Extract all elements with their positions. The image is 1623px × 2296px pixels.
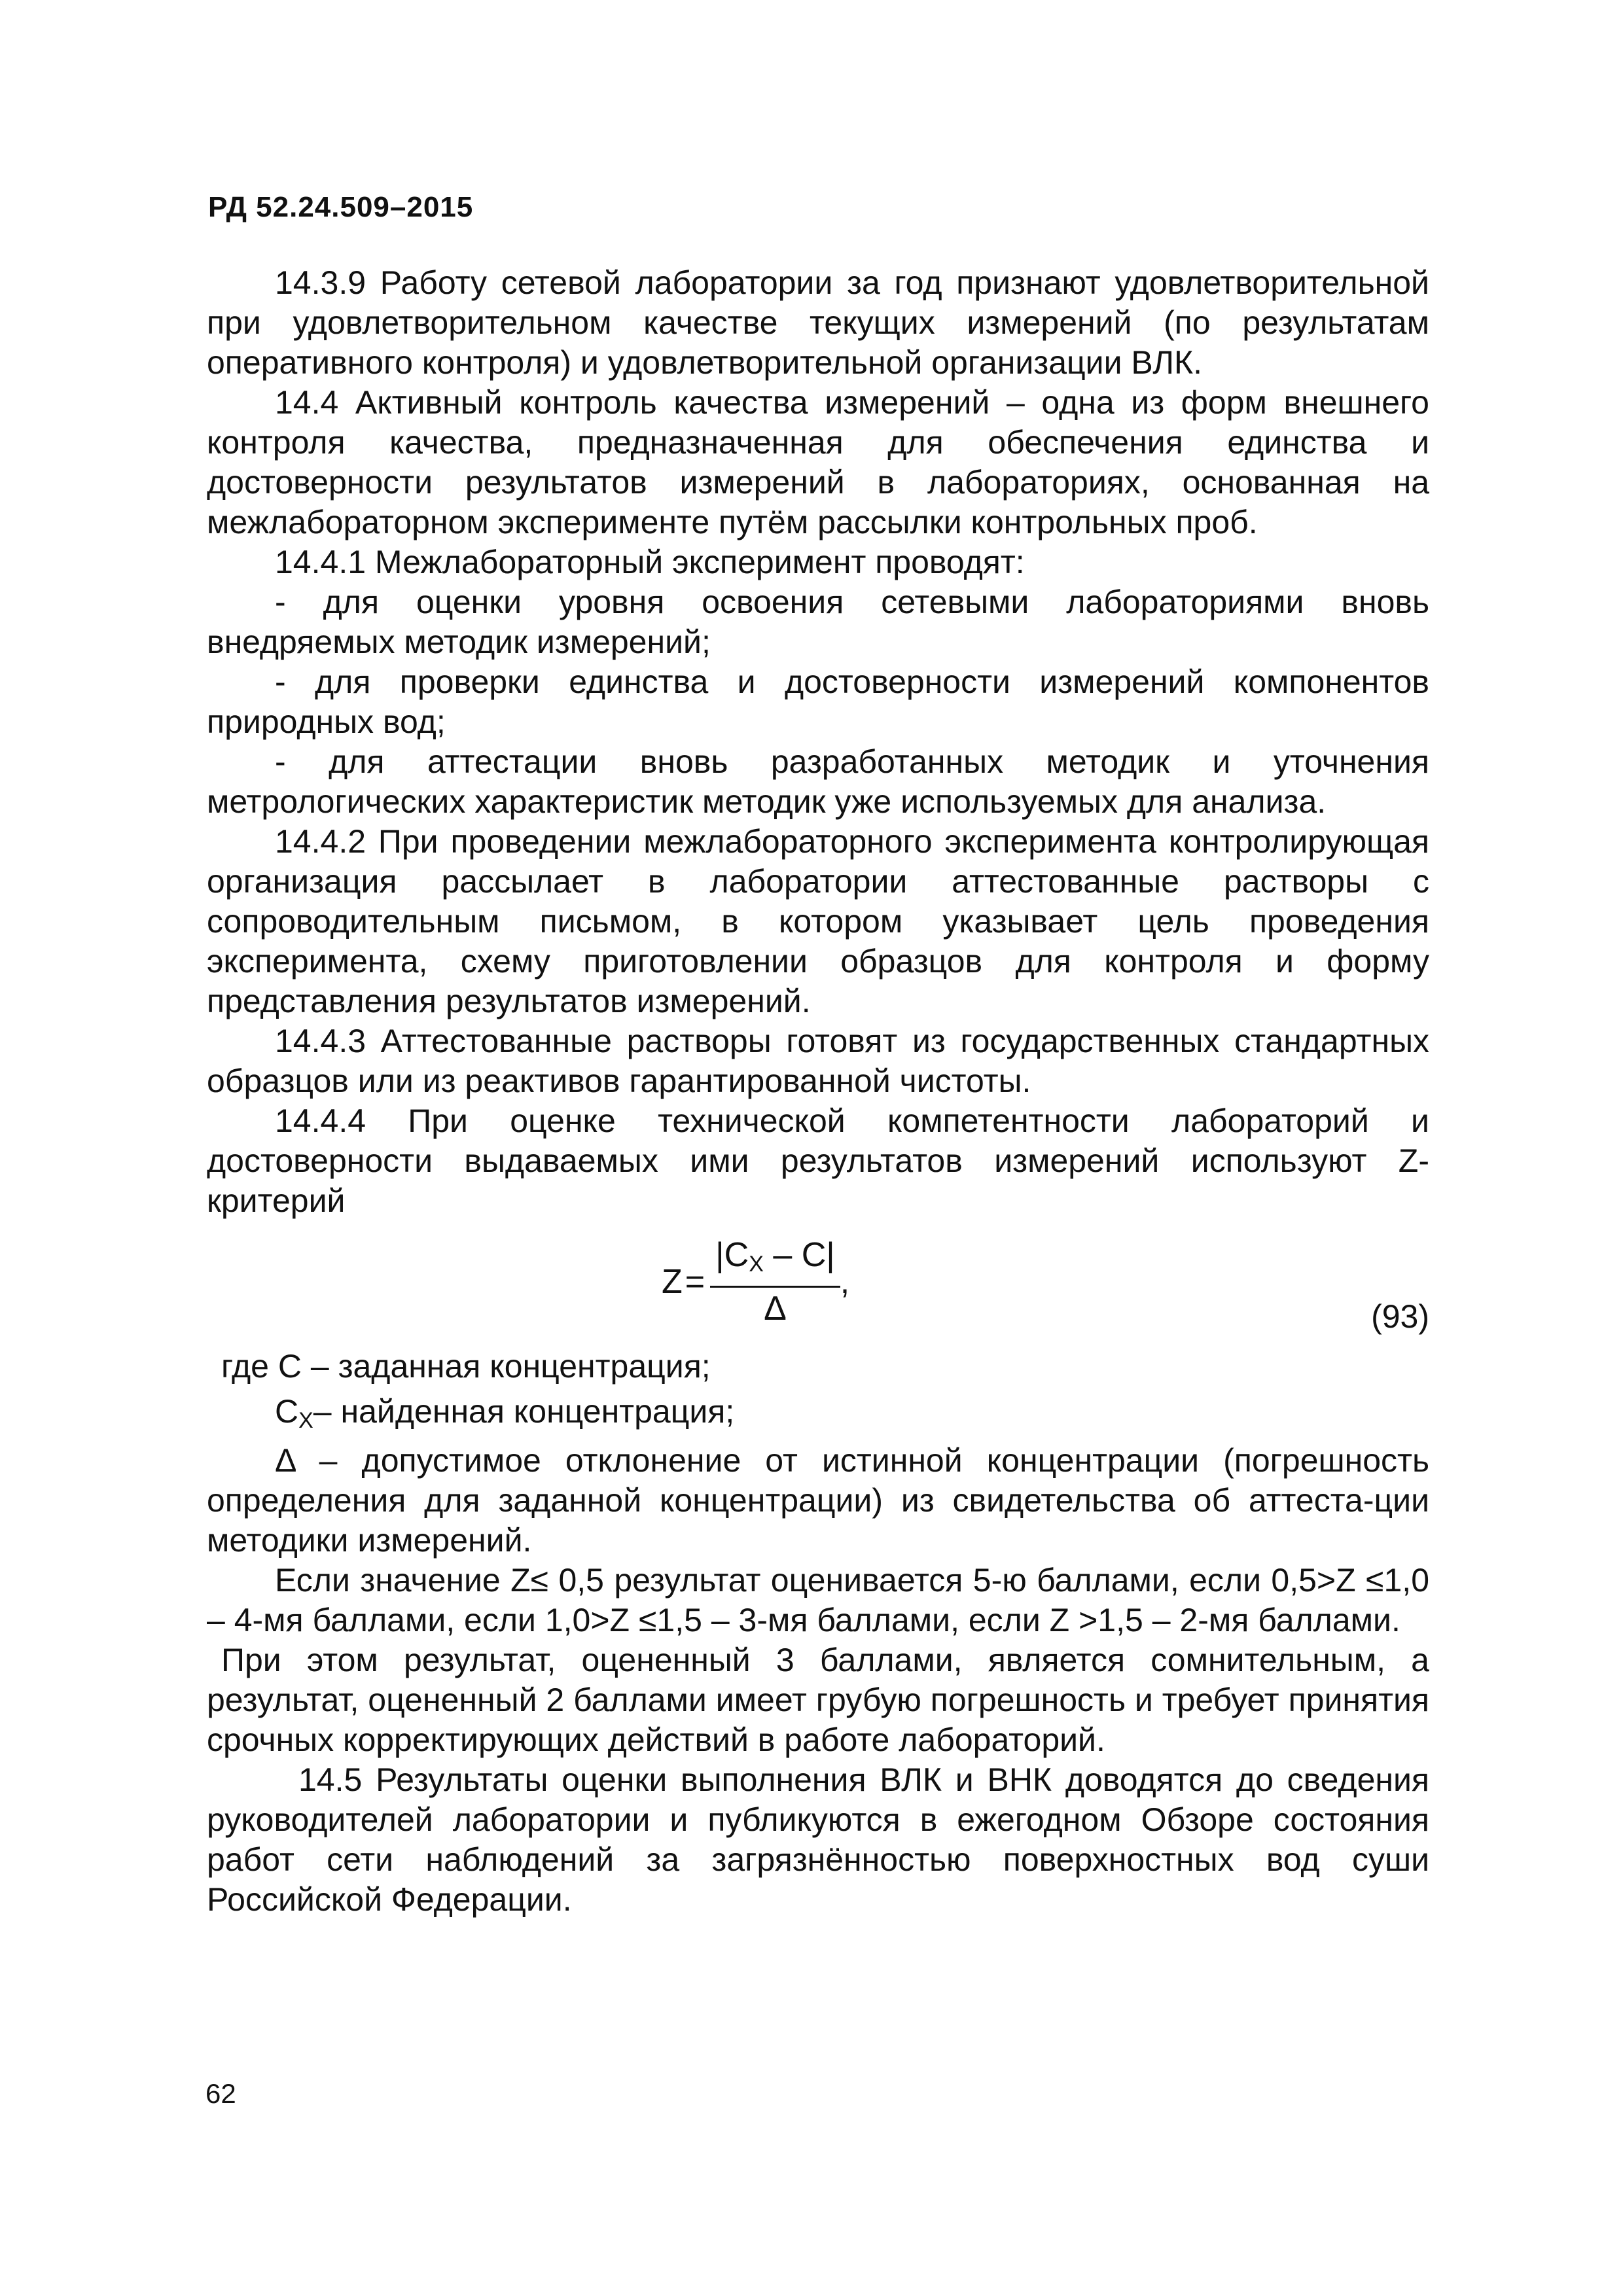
paragraph-14-4-1: 14.4.1 Межлабораторный эксперимент проводят: <box>275 544 1025 580</box>
list-item-1: - для оценки уровня освоения сетевыми лабораториями вновь внедряемых методик измерений; <box>207 584 1429 660</box>
formula-equals: = <box>685 1263 705 1301</box>
formula-93 <box>207 1231 1429 1347</box>
formula-lhs: Z <box>662 1263 683 1301</box>
scoring-interpretation: При этом результат, оцененный 3 баллами, является сомнительным, а результат, оцененный 2 баллами имеет грубую погрешность и требует принятия срочных корректирующих действий в работе лабораторий. <box>207 1642 1429 1758</box>
paragraph-14-4-3: 14.4.3 Аттестованные растворы готовят из государственных стандартных образцов или из реактивов гарантированной чистоты. <box>207 1023 1429 1099</box>
where-c: где С – заданная концентрация; <box>221 1348 711 1385</box>
paragraph-14-4: 14.4 Активный контроль качества измерений – одна из форм внешнего контроля качества, предназначенная для обеспечения единства и достоверности результатов измерений в лабораториях, основанная на межлабораторном эксперименте путём рассылки контрольных проб. <box>207 384 1429 540</box>
paragraph-14-3-9: 14.3.9 Работу сетевой лаборатории за год признают удовлетворительной при удовлетворительном качестве текущих измерений (по результатам оперативного контроля) и удовлетворительной организации ВЛК. <box>207 264 1429 381</box>
formula-numerator: $|C_X - C|$ <box>710 1235 840 1288</box>
list-item-2: - для проверки единства и достоверности измерений компонентов природных вод; <box>207 663 1429 740</box>
page-number: 62 <box>205 2078 236 2109</box>
paragraph-14-5: 14.5 Результаты оценки выполнения ВЛК и ВНК доводятся до сведения руководителей лаборатории и публикуются в ежегодном Обзоре состояния работ сети наблюдений за загрязнённостью поверхностных вод суши Российской Федерации. <box>207 1761 1429 1918</box>
formula-comma: , <box>840 1263 850 1301</box>
document-body <box>207 263 1429 1920</box>
where-cx: $С_Х-$ найденная концентрация; <box>275 1393 735 1433</box>
document-code-header: РД 52.24.509–2015 <box>208 191 474 223</box>
formula-denominator: Δ <box>764 1290 787 1328</box>
paragraph-14-4-4: 14.4.4 При оценке технической компетентности лабораторий и достоверности выдаваемых ими результатов измерений используют Z- критерий <box>207 1103 1429 1219</box>
paragraph-14-4-2: 14.4.2 При проведении межлабораторного эксперимента контролирующая организация рассылает в лаборатории аттестованные растворы с сопроводительным письмом, в котором указывает цель проведения эксперимента, схему приготовлении образцов для контроля и форму представления результатов измерений. <box>207 823 1429 1019</box>
formula-fraction <box>710 1235 840 1329</box>
list-item-3: - для аттестации вновь разработанных методик и уточнения метрологических характеристик методик уже используемых для анализа. <box>207 743 1429 820</box>
z-criterion-formula <box>662 1235 849 1329</box>
scoring-rules: Если значение Z≤ 0,5 результат оценивается 5-ю баллами, если 0,5>Z ≤1,0 – 4-мя баллами, если 1,0>Z ≤1,5 – 3-мя баллами, если Z >1,5 – 2-мя баллами. <box>207 1562 1429 1638</box>
where-delta: Δ – допустимое отклонение от истинной концентрации (погрешность определения для заданной концентрации) из свидетельства об аттеста-ции методики измерений. <box>207 1442 1429 1559</box>
equation-number: (93) <box>1371 1298 1429 1335</box>
